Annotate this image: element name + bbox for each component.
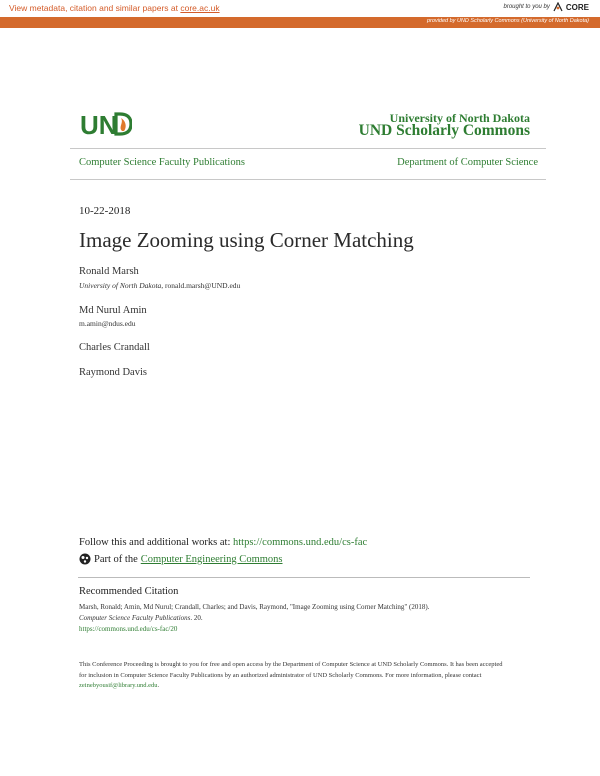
und-logo-icon[interactable]: [80, 110, 132, 138]
department-link[interactable]: Department of Computer Science: [397, 157, 538, 168]
citation-divider: [78, 577, 530, 578]
university-name[interactable]: University of North Dakota: [389, 111, 530, 125]
collection-link[interactable]: Computer Science Faculty Publications: [79, 157, 245, 168]
author-name: Raymond Davis: [79, 367, 147, 378]
citation-number: . 20.: [190, 614, 203, 622]
core-logo-text: CORE: [565, 2, 589, 12]
author-email: ronald.marsh@UND.edu: [165, 281, 241, 290]
provided-by-text: provided by UND Scholarly Commons (University of North Dakota): [427, 18, 589, 24]
citation-block: [79, 602, 529, 635]
author-institution: University of North Dakota: [79, 281, 162, 290]
notice-end: .: [157, 682, 160, 689]
author-email: m.amin@ndus.edu: [79, 319, 136, 328]
header-divider: [70, 148, 546, 149]
core-brand[interactable]: [504, 2, 590, 12]
paper-title: Image Zooming using Corner Matching: [79, 228, 414, 252]
citation-url-link[interactable]: https://commons.und.edu/cs-fac/20: [79, 625, 178, 633]
core-provided-bar: [0, 17, 600, 28]
access-notice: [79, 660, 509, 692]
citation-line: Marsh, Ronald; Amin, Md Nurul; Crandall, Charles; and Davis, Raymond, "Image Zooming using Corner Matching" (2018).: [79, 603, 430, 611]
svg-text:UN: UN: [80, 110, 118, 138]
author-name: Charles Crandall: [79, 342, 150, 353]
publication-date: 10-22-2018: [79, 205, 131, 217]
citation-line: [79, 613, 529, 624]
author-name: Ronald Marsh: [79, 266, 139, 277]
notice-text: This Conference Proceeding is brought to you for free and open access by the Department of Computer Science at UND Scholarly Commons. It has been accepted for inclusion in Computer Science Faculty Publications by an authorized administrator of UND Scholarly Commons. For more information, please contact: [79, 661, 503, 679]
collection-url-link[interactable]: https://commons.und.edu/cs-fac: [233, 537, 368, 548]
computer-engineering-commons-link[interactable]: Computer Engineering Commons: [140, 553, 283, 565]
author-affiliation: [79, 281, 240, 290]
contact-email-link[interactable]: zeinebyousif@library.und.edu: [79, 682, 158, 689]
part-of-prefix: Part of the: [94, 553, 138, 565]
core-banner: [0, 0, 600, 17]
author-name: Md Nurul Amin: [79, 305, 147, 316]
nav-divider: [70, 179, 546, 180]
core-metadata-link-text[interactable]: [9, 3, 220, 13]
core-logo-icon: [553, 2, 563, 12]
core-metadata-prefix: View metadata, citation and similar papers at: [9, 3, 181, 13]
recommended-citation-heading: Recommended Citation: [79, 586, 179, 597]
bepress-network-icon: [79, 553, 91, 565]
affiliation-separator: ,: [161, 281, 166, 290]
follow-prefix: Follow this and additional works at:: [79, 537, 233, 548]
brought-to-you-text: brought to you by: [503, 4, 550, 10]
follow-works-line: [79, 537, 367, 548]
citation-series: Computer Science Faculty Publications: [79, 614, 191, 622]
part-of-line: [79, 553, 283, 565]
core-link[interactable]: core.ac.uk: [180, 3, 220, 13]
repository-name[interactable]: UND Scholarly Commons: [358, 122, 530, 139]
